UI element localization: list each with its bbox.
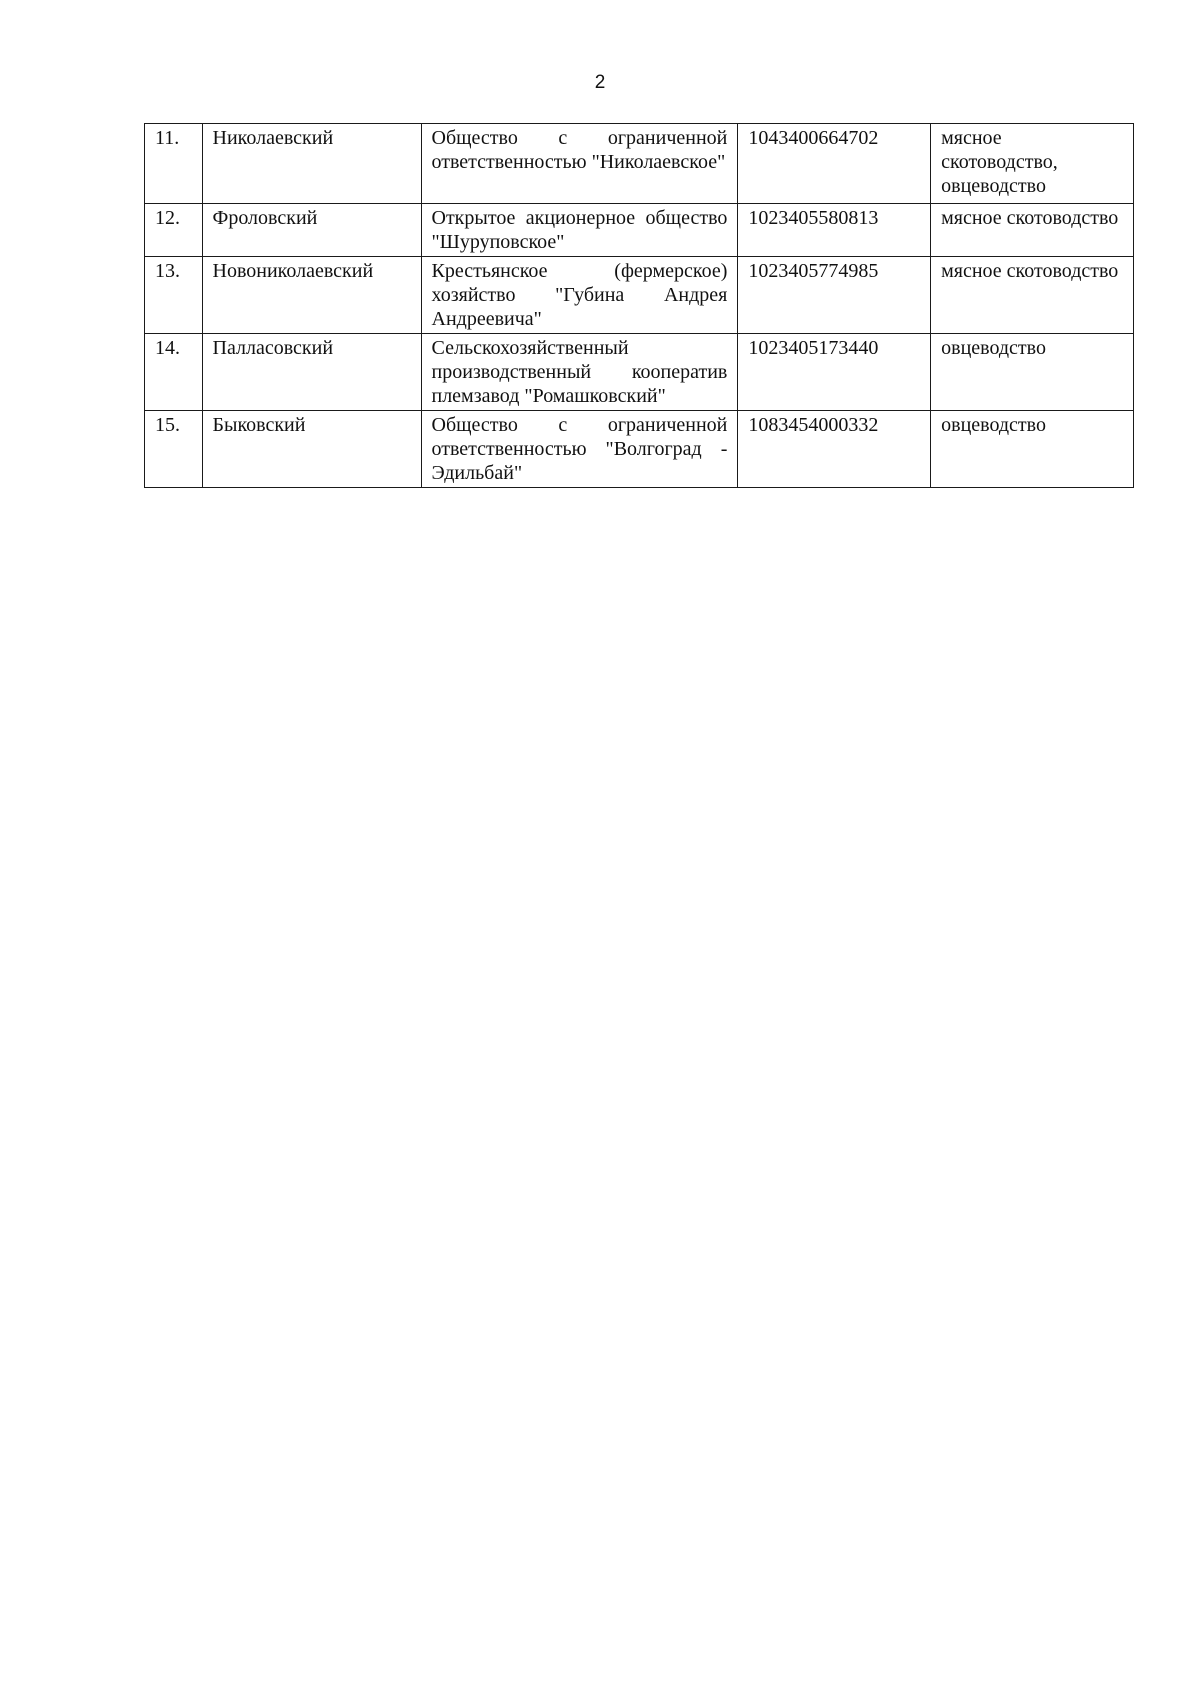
activity-cell: мясное скотоводство, овцеводство [931, 124, 1134, 204]
ogrn-cell: 1083454000332 [738, 411, 931, 488]
row-number: 14. [145, 334, 203, 411]
organization-cell: Сельскохозяйственный производственный кооператив племзавод "Ромашковский" [421, 334, 738, 411]
row-number: 13. [145, 257, 203, 334]
activity-cell: овцеводство [931, 411, 1134, 488]
activity-cell: овцеводство [931, 334, 1134, 411]
organization-cell: Общество с ограниченной ответственностью "Волгоград - Эдильбай" [421, 411, 738, 488]
ogrn-cell: 1023405774985 [738, 257, 931, 334]
table-row [145, 124, 1134, 204]
row-number: 15. [145, 411, 203, 488]
district-cell: Новониколаевский [202, 257, 421, 334]
ogrn-cell: 1043400664702 [738, 124, 931, 204]
ogrn-cell: 1023405580813 [738, 204, 931, 257]
table-row [145, 257, 1134, 334]
row-number: 12. [145, 204, 203, 257]
activity-cell: мясное скотоводство [931, 257, 1134, 334]
page-number: 2 [594, 72, 606, 93]
organization-cell: Крестьянское (фермерское) хозяйство "Губина Андрея Андреевича" [421, 257, 738, 334]
table-row [145, 204, 1134, 257]
row-number: 11. [145, 124, 203, 204]
table-row [145, 411, 1134, 488]
ogrn-cell: 1023405173440 [738, 334, 931, 411]
activity-cell: мясное скотоводство [931, 204, 1134, 257]
district-cell: Быковский [202, 411, 421, 488]
farms-register-table [144, 123, 1134, 488]
district-cell: Николаевский [202, 124, 421, 204]
organization-cell: Открытое акционерное общество "Шуруповское" [421, 204, 738, 257]
district-cell: Палласовский [202, 334, 421, 411]
organization-cell: Общество с ограниченной ответственностью "Николаевское" [421, 124, 738, 204]
district-cell: Фроловский [202, 204, 421, 257]
table-row [145, 334, 1134, 411]
